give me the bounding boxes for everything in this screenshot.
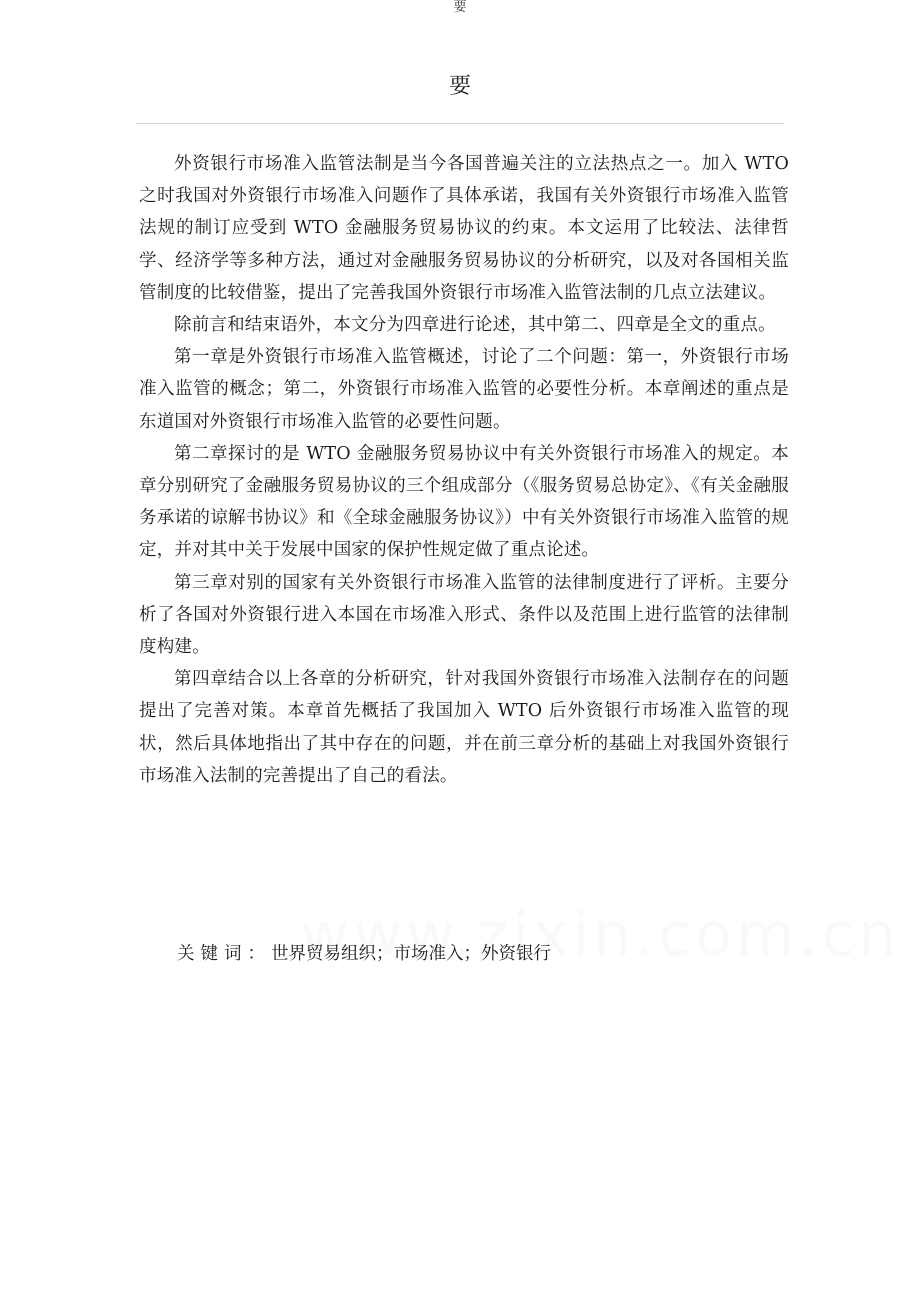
paragraph-structure: 除前言和结束语外，本文分为四章进行论述，其中第二、四章是全文的重点。 [174, 315, 776, 336]
title-divider [136, 123, 784, 124]
paragraph-intro: 外资银行市场准入监管法制是当今各国普遍关注的立法热点之一。加入 WTO 之时我国对外资银行市场准入问题作了具体承诺，我国有关外资银行市场准入监管法规的制订应受到 WTO 金融服务贸易协议的约束。本文运用了比较法、法律哲学、经济学等多种方法，通过对金融服务贸易协议的分析研究，以及对各国相关监管制度的比较借鉴，提出了完善我国外资银行市场准入监管法制的几点立法建议。 [139, 154, 789, 303]
paragraph-chapter-2: 第二章探讨的是 WTO 金融服务贸易协议中有关外资银行市场准入的规定。本章分别研究了金融服务贸易协议的三个组成部分（《服务贸易总协定》、《有关金融服务承诺的谅解书协议》和《全球金融服务协议》）中有关外资银行市场准入监管的规定，并对其中关于发展中国家的保护性规定做了重点论述。 [139, 443, 789, 561]
running-header: 要 [453, 0, 467, 15]
page-title: 要 [448, 74, 471, 99]
watermark [300, 900, 900, 970]
abstract-body [139, 148, 789, 792]
paragraph-chapter-3: 第三章对别的国家有关外资银行市场准入监管的法律制度进行了评析。主要分析了各国对外资银行进入本国在市场准入形式、条件以及范围上进行监管的法律制度构建。 [139, 572, 789, 658]
keywords-value: 世界贸易组织；市场准入；外资银行 [271, 944, 551, 964]
paragraph-chapter-4: 第四章结合以上各章的分析研究，针对我国外资银行市场准入法制存在的问题提出了完善对策。本章首先概括了我国加入 WTO 后外资银行市场准入监管的现状，然后具体地指出了其中存在的问题，并在前三章分析的基础上对我国外资银行市场准入法制的完善提出了自己的看法。 [139, 669, 789, 786]
paragraph-chapter-1: 第一章是外资银行市场准入监管概述，讨论了二个问题：第一，外资银行市场准入监管的概念；第二，外资银行市场准入监管的必要性分析。本章阐述的重点是东道国对外资银行市场准入监管的必要性问题。 [139, 347, 789, 432]
keywords-label: 关键词： [177, 944, 271, 964]
